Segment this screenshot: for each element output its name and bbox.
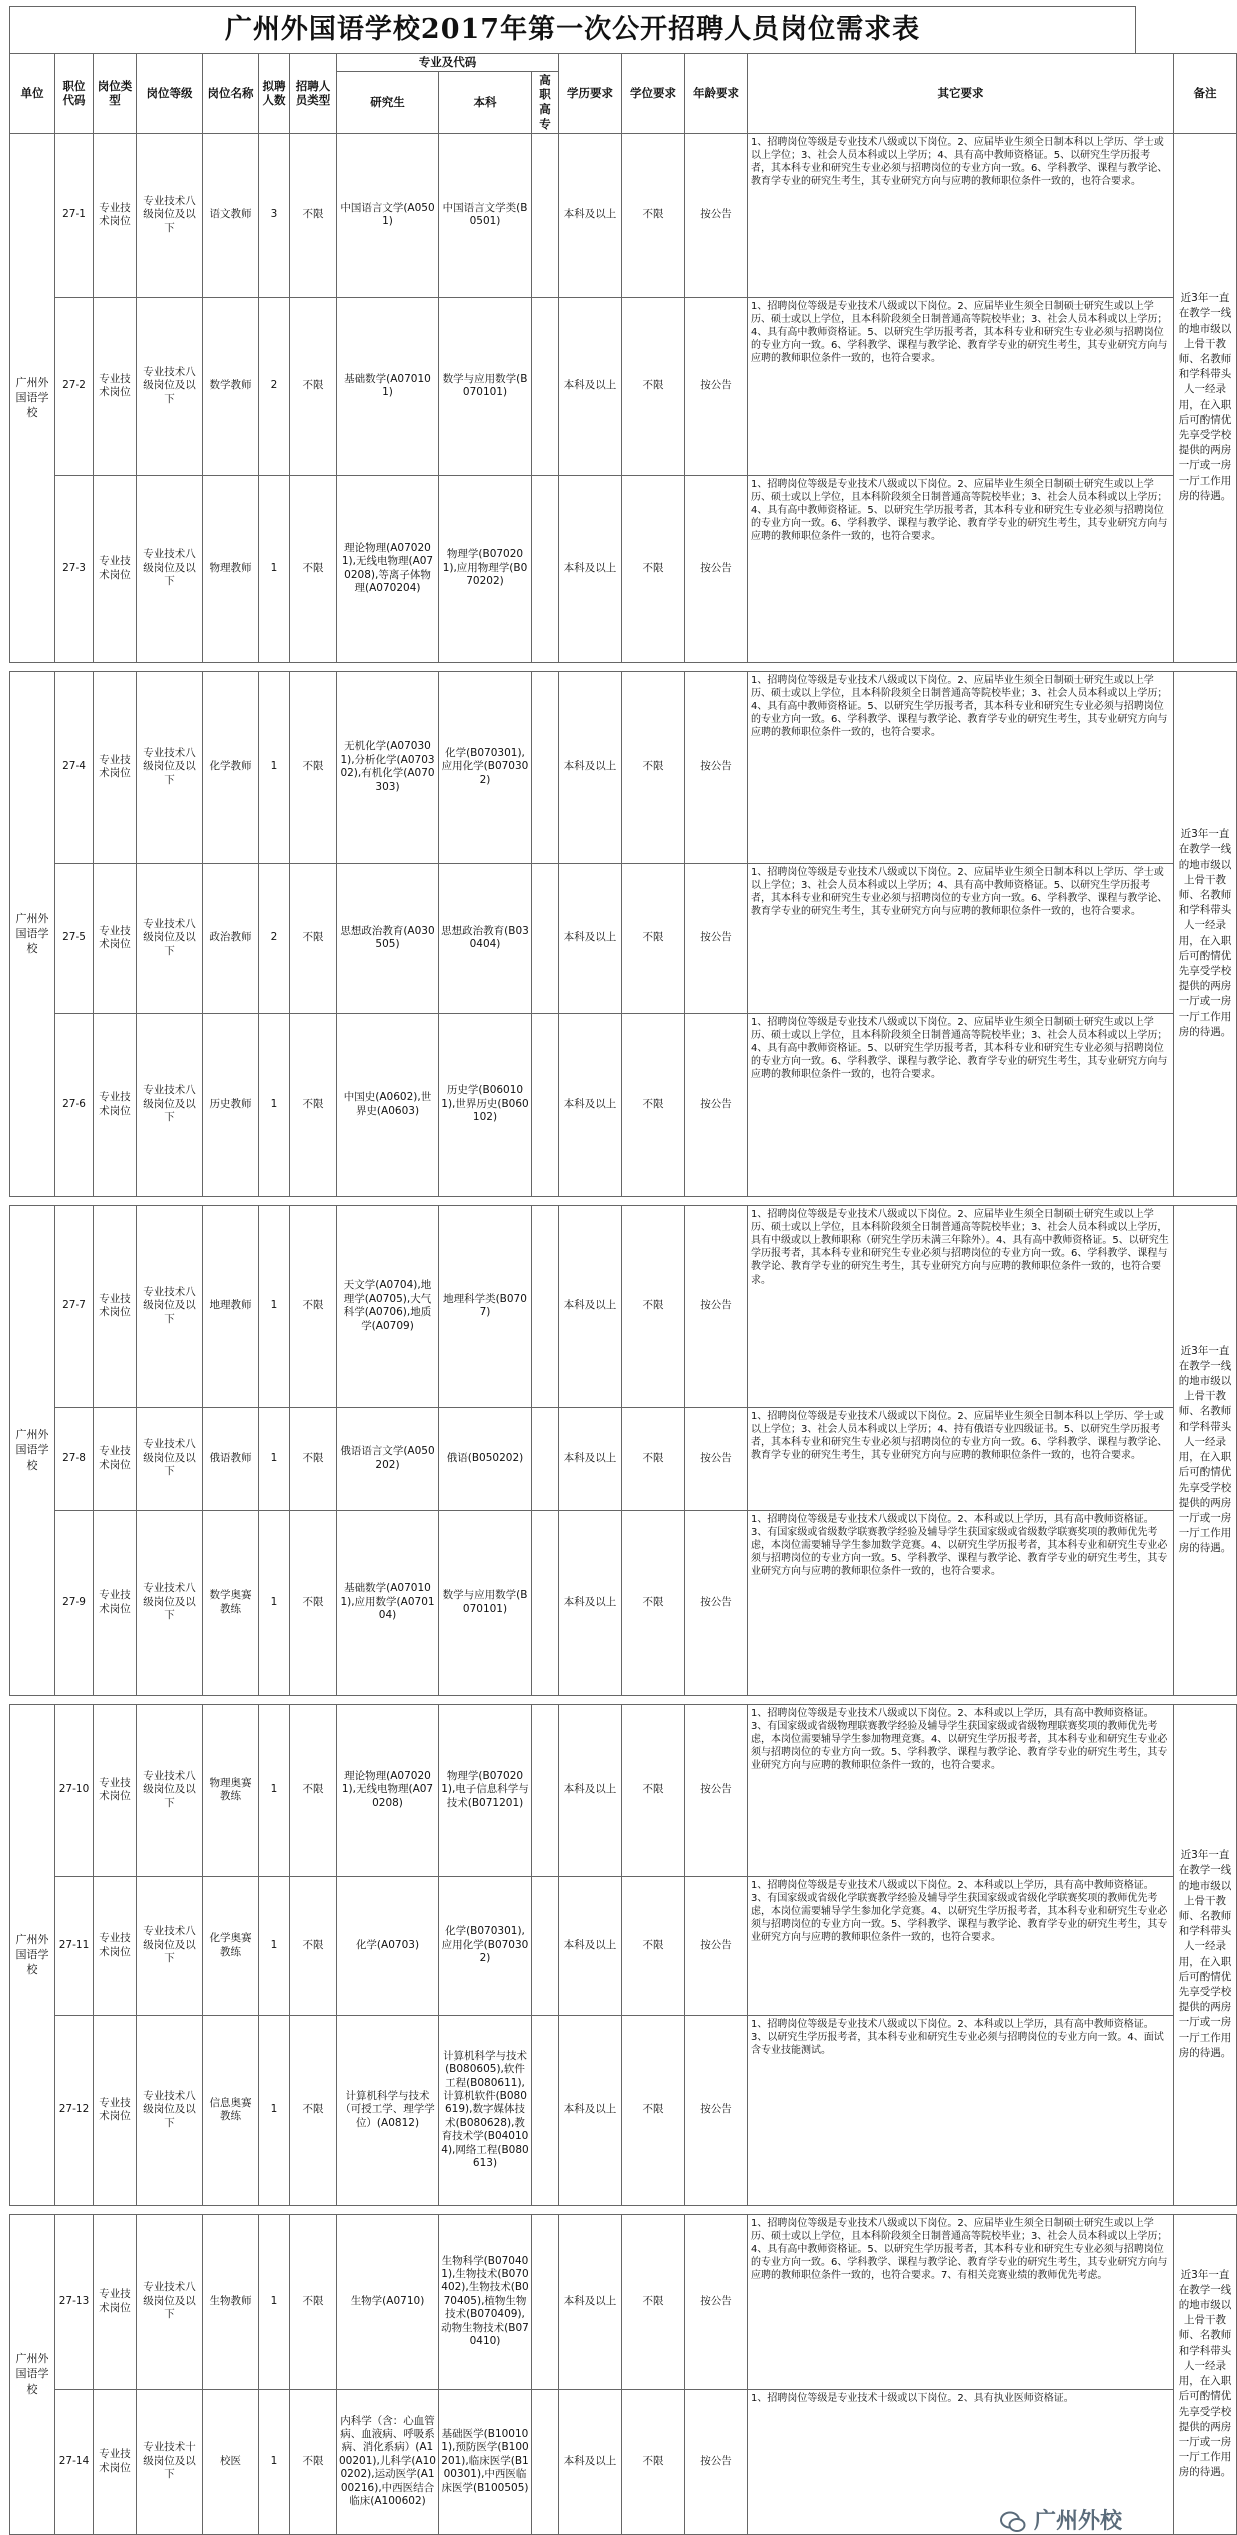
grad-major-cell: 无机化学(A070301),分析化学(A070302),有机化学(A070303) (337, 671, 439, 863)
code-cell: 27-3 (55, 475, 94, 662)
vocational-major-cell (532, 1205, 559, 1407)
wechat-icon (1000, 2511, 1026, 2533)
edu-cell: 本科及以上 (559, 1876, 622, 2015)
post-type-cell: 专业技术岗位 (94, 475, 137, 662)
requirements-cell: 1、招聘岗位等级是专业技术十级或以下岗位。2、具有执业医师资格证。 (748, 2389, 1174, 2534)
page (9, 6, 1232, 2535)
vocational-major-cell (532, 2015, 559, 2205)
table-row (10, 297, 1237, 475)
vocational-major-cell (532, 475, 559, 662)
post-level-cell: 专业技术十级岗位及以下 (137, 2389, 203, 2534)
unit-cell: 广州外国语学校 (10, 1704, 55, 2205)
requirements-table (9, 53, 1237, 2535)
requirements-cell: 1、招聘岗位等级是专业技术八级或以下岗位。2、应届毕业生须全日制硕士研究生或以上学历、硕士或以上学位，且本科阶段须全日制普通高等院校毕业；3、社会人员本科或以上学历；4、具有高中教师资格证。5、以研究生学历报考者，其本科专业和研究生专业必须与招聘岗位的专业方向一致。6、学科教学、课程与教学论、教育学专业的研究生考生，其专业研究方向与应聘的教师职位条件一致的，也符合要求。7、有相关竞赛业绩的教师优先考虑。 (748, 2214, 1174, 2389)
table-row (10, 1407, 1237, 1510)
count-cell: 1 (259, 2214, 290, 2389)
undergrad-major-cell: 计算机科学与技术(B080605),软件工程(B080611),计算机软件(B080619),数字媒体技术(B080628),教育技术学(B040104),网络工程(B080613) (439, 2015, 532, 2205)
unit-cell: 广州外国语学校 (10, 1205, 55, 1695)
group-gap (10, 2205, 1237, 2214)
staff-type-cell: 不限 (290, 1510, 337, 1695)
grad-major-cell: 内科学（含：心血管病、血液病、呼吸系病、消化系病）(A100201),儿科学(A100202),运动医学(A100216),中西医结合临床(A100602) (337, 2389, 439, 2534)
age-cell: 按公告 (685, 1013, 748, 1196)
table-row (10, 2214, 1237, 2389)
header-degree: 学位要求 (622, 54, 685, 134)
grad-major-cell: 中国语言文学(A0501) (337, 133, 439, 297)
age-cell: 按公告 (685, 2389, 748, 2534)
grad-major-cell: 计算机科学与技术（可授工学、理学学位）(A0812) (337, 2015, 439, 2205)
unit-cell: 广州外国语学校 (10, 2214, 55, 2534)
staff-type-cell: 不限 (290, 1876, 337, 2015)
grad-major-cell: 天文学(A0704),地理学(A0705),大气科学(A0706),地质学(A0709) (337, 1205, 439, 1407)
staff-type-cell: 不限 (290, 2214, 337, 2389)
header-count: 拟聘人数 (259, 54, 290, 134)
post-type-cell: 专业技术岗位 (94, 2389, 137, 2534)
edu-cell: 本科及以上 (559, 297, 622, 475)
staff-type-cell: 不限 (290, 1407, 337, 1510)
requirements-cell: 1、招聘岗位等级是专业技术八级或以下岗位。2、应届毕业生须全日制硕士研究生或以上学历、硕士或以上学位，且本科阶段须全日制普通高等院校毕业；3、社会人员本科或以上学历；4、具有高中教师资格证。5、以研究生学历报考者，其本科专业和研究生专业必须与招聘岗位的专业方向一致。6、学科教学、课程与教学论、教育学专业的研究生考生，其专业研究方向与应聘的教师职位条件一致的，也符合要求。 (748, 475, 1174, 662)
group-gap-cell (10, 662, 1237, 671)
age-cell: 按公告 (685, 863, 748, 1013)
undergrad-major-cell: 基础医学(B100101),预防医学(B100201),临床医学(B100301),中西医临床医学(B100505) (439, 2389, 532, 2534)
count-cell: 1 (259, 1876, 290, 2015)
undergrad-major-cell: 化学(B070301),应用化学(B070302) (439, 671, 532, 863)
post-name-cell: 数学奥赛教练 (203, 1510, 259, 1695)
undergrad-major-cell: 物理学(B070201),应用物理学(B070202) (439, 475, 532, 662)
header-post-name: 岗位名称 (203, 54, 259, 134)
edu-cell: 本科及以上 (559, 1704, 622, 1876)
count-cell: 2 (259, 863, 290, 1013)
count-cell: 1 (259, 1510, 290, 1695)
count-cell: 2 (259, 297, 290, 475)
vocational-major-cell (532, 1407, 559, 1510)
post-name-cell: 俄语教师 (203, 1407, 259, 1510)
note-cell: 近3年一直在教学一线的地市级以上骨干教师、名教师和学科带头人一经录用，在入职后可酌情优先享受学校提供的两房一厅或一房一厅工作用房的待遇。 (1174, 2214, 1237, 2534)
grad-major-cell: 基础数学(A070101) (337, 297, 439, 475)
vocational-major-cell (532, 671, 559, 863)
vocational-major-cell (532, 1876, 559, 2015)
edu-cell: 本科及以上 (559, 133, 622, 297)
code-cell: 27-7 (55, 1205, 94, 1407)
staff-type-cell: 不限 (290, 2389, 337, 2534)
post-name-cell: 物理教师 (203, 475, 259, 662)
post-name-cell: 物理奥赛教练 (203, 1704, 259, 1876)
header-undergrad: 本科 (439, 71, 532, 133)
header-staff-type: 招聘人员类型 (290, 54, 337, 134)
degree-cell: 不限 (622, 671, 685, 863)
post-name-cell: 化学奥赛教练 (203, 1876, 259, 2015)
header-other: 其它要求 (748, 54, 1174, 134)
table-row (10, 1205, 1237, 1407)
count-cell: 3 (259, 133, 290, 297)
edu-cell: 本科及以上 (559, 475, 622, 662)
post-level-cell: 专业技术八级岗位及以下 (137, 863, 203, 1013)
requirements-cell: 1、招聘岗位等级是专业技术八级或以下岗位。2、应届毕业生须全日制硕士研究生或以上学历、硕士或以上学位，且本科阶段须全日制普通高等院校毕业；3、社会人员本科或以上学历；4、具有高中教师资格证。5、以研究生学历报考者，其本科专业和研究生专业必须与招聘岗位的专业方向一致。6、学科教学、课程与教学论、教育学专业的研究生考生，其专业研究方向与应聘的教师职位条件一致的，也符合要求。 (748, 297, 1174, 475)
post-level-cell: 专业技术八级岗位及以下 (137, 2015, 203, 2205)
vocational-major-cell (532, 297, 559, 475)
degree-cell: 不限 (622, 863, 685, 1013)
grad-major-cell: 俄语语言文学(A050202) (337, 1407, 439, 1510)
undergrad-major-cell: 俄语(B050202) (439, 1407, 532, 1510)
edu-cell: 本科及以上 (559, 1205, 622, 1407)
post-name-cell: 历史教师 (203, 1013, 259, 1196)
edu-cell: 本科及以上 (559, 1510, 622, 1695)
grad-major-cell: 生物学(A0710) (337, 2214, 439, 2389)
staff-type-cell: 不限 (290, 1013, 337, 1196)
post-level-cell: 专业技术八级岗位及以下 (137, 475, 203, 662)
edu-cell: 本科及以上 (559, 2389, 622, 2534)
table-row (10, 475, 1237, 662)
post-type-cell: 专业技术岗位 (94, 133, 137, 297)
post-name-cell: 生物教师 (203, 2214, 259, 2389)
undergrad-major-cell: 数学与应用数学(B070101) (439, 297, 532, 475)
degree-cell: 不限 (622, 1704, 685, 1876)
requirements-cell: 1、招聘岗位等级是专业技术八级或以下岗位。2、应届毕业生须全日制本科以上学历、学士或以上学位；3、社会人员本科或以上学历；4、持有俄语专业四级证书。5、以研究生学历报考者，其本科专业和研究生专业必须与招聘岗位的专业方向一致。6、学科教学、课程与教学论、教育学专业的研究生考生，其专业研究方向与应聘的教师职位条件一致的，也符合要求。 (748, 1407, 1174, 1510)
undergrad-major-cell: 物理学(B070201),电子信息科学与技术(B071201) (439, 1704, 532, 1876)
age-cell: 按公告 (685, 475, 748, 662)
table-row (10, 671, 1237, 863)
post-type-cell: 专业技术岗位 (94, 671, 137, 863)
code-cell: 27-2 (55, 297, 94, 475)
post-type-cell: 专业技术岗位 (94, 1407, 137, 1510)
count-cell: 1 (259, 671, 290, 863)
age-cell: 按公告 (685, 1205, 748, 1407)
group-gap (10, 1196, 1237, 1205)
age-cell: 按公告 (685, 2214, 748, 2389)
edu-cell: 本科及以上 (559, 671, 622, 863)
age-cell: 按公告 (685, 671, 748, 863)
grad-major-cell: 化学(A0703) (337, 1876, 439, 2015)
degree-cell: 不限 (622, 1510, 685, 1695)
unit-cell: 广州外国语学校 (10, 133, 55, 662)
staff-type-cell: 不限 (290, 671, 337, 863)
undergrad-major-cell: 中国语言文学类(B0501) (439, 133, 532, 297)
note-cell: 近3年一直在教学一线的地市级以上骨干教师、名教师和学科带头人一经录用，在入职后可酌情优先享受学校提供的两房一厅或一房一厅工作用房的待遇。 (1174, 671, 1237, 1196)
post-type-cell: 专业技术岗位 (94, 297, 137, 475)
vocational-major-cell (532, 1704, 559, 1876)
degree-cell: 不限 (622, 2214, 685, 2389)
edu-cell: 本科及以上 (559, 1013, 622, 1196)
post-type-cell: 专业技术岗位 (94, 863, 137, 1013)
undergrad-major-cell: 数学与应用数学(B070101) (439, 1510, 532, 1695)
group-gap-cell (10, 1695, 1237, 1704)
staff-type-cell: 不限 (290, 2015, 337, 2205)
requirements-cell: 1、招聘岗位等级是专业技术八级或以下岗位。2、本科或以上学历，具有高中教师资格证。3、有国家级或省级化学联赛教学经验及辅导学生获国家级或省级化学联赛奖项的教师优先考虑，本岗位需要辅导学生参加化学竞赛。4、以研究生学历报考者，其本科专业和研究生专业必须与招聘岗位的专业方向一致。5、学科教学、课程与教学论、教育学专业的研究生考生，其专业研究方向与应聘的教师职位条件一致的，也符合要求。 (748, 1876, 1174, 2015)
vocational-major-cell (532, 2389, 559, 2534)
vocational-major-cell (532, 863, 559, 1013)
grad-major-cell: 基础数学(A070101),应用数学(A070104) (337, 1510, 439, 1695)
page-title: 广州外国语学校2017年第一次公开招聘人员岗位需求表 (9, 6, 1136, 53)
post-level-cell: 专业技术八级岗位及以下 (137, 1407, 203, 1510)
vocational-major-cell (532, 1013, 559, 1196)
undergrad-major-cell: 思想政治教育(B030404) (439, 863, 532, 1013)
code-cell: 27-1 (55, 133, 94, 297)
post-level-cell: 专业技术八级岗位及以下 (137, 1510, 203, 1695)
count-cell: 1 (259, 1407, 290, 1510)
count-cell: 1 (259, 475, 290, 662)
post-type-cell: 专业技术岗位 (94, 1876, 137, 2015)
group-gap (10, 662, 1237, 671)
age-cell: 按公告 (685, 1704, 748, 1876)
undergrad-major-cell: 地理科学类(B0707) (439, 1205, 532, 1407)
count-cell: 1 (259, 1013, 290, 1196)
table-row (10, 1013, 1237, 1196)
post-level-cell: 专业技术八级岗位及以下 (137, 1013, 203, 1196)
post-name-cell: 数学教师 (203, 297, 259, 475)
table-row (10, 133, 1237, 297)
age-cell: 按公告 (685, 133, 748, 297)
staff-type-cell: 不限 (290, 133, 337, 297)
table-row (10, 1876, 1237, 2015)
post-level-cell: 专业技术八级岗位及以下 (137, 2214, 203, 2389)
undergrad-major-cell: 化学(B070301),应用化学(B070302) (439, 1876, 532, 2015)
code-cell: 27-10 (55, 1704, 94, 1876)
header-post-type: 岗位类型 (94, 54, 137, 134)
requirements-cell: 1、招聘岗位等级是专业技术八级或以下岗位。2、应届毕业生须全日制硕士研究生或以上学历、硕士或以上学位，且本科阶段须全日制普通高等院校毕业；3、社会人员本科或以上学历；4、具有高中教师资格证。5、以研究生学历报考者，其本科专业和研究生专业必须与招聘岗位的专业方向一致。6、学科教学、课程与教学论、教育学专业的研究生考生，其专业研究方向与应聘的教师职位条件一致的，也符合要求。 (748, 1013, 1174, 1196)
post-level-cell: 专业技术八级岗位及以下 (137, 297, 203, 475)
vocational-major-cell (532, 2214, 559, 2389)
post-name-cell: 信息奥赛教练 (203, 2015, 259, 2205)
post-type-cell: 专业技术岗位 (94, 1510, 137, 1695)
header-edu: 学历要求 (559, 54, 622, 134)
degree-cell: 不限 (622, 133, 685, 297)
degree-cell: 不限 (622, 1876, 685, 2015)
post-name-cell: 化学教师 (203, 671, 259, 863)
watermark (1000, 2504, 1122, 2535)
edu-cell: 本科及以上 (559, 863, 622, 1013)
edu-cell: 本科及以上 (559, 1407, 622, 1510)
table-row (10, 863, 1237, 1013)
code-cell: 27-5 (55, 863, 94, 1013)
post-type-cell: 专业技术岗位 (94, 2214, 137, 2389)
header-unit: 单位 (10, 54, 55, 134)
watermark-text: 广州外校 (1033, 2508, 1122, 2534)
unit-cell: 广州外国语学校 (10, 671, 55, 1196)
code-cell: 27-8 (55, 1407, 94, 1510)
degree-cell: 不限 (622, 475, 685, 662)
post-type-cell: 专业技术岗位 (94, 2015, 137, 2205)
staff-type-cell: 不限 (290, 1704, 337, 1876)
table-row (10, 2015, 1237, 2205)
header-code: 职位代码 (55, 54, 94, 134)
post-name-cell: 语文教师 (203, 133, 259, 297)
count-cell: 1 (259, 2015, 290, 2205)
table-row (10, 1510, 1237, 1695)
post-level-cell: 专业技术八级岗位及以下 (137, 1704, 203, 1876)
staff-type-cell: 不限 (290, 863, 337, 1013)
requirements-cell: 1、招聘岗位等级是专业技术八级或以下岗位。2、应届毕业生须全日制硕士研究生或以上学历、硕士或以上学位，且本科阶段须全日制普通高等院校毕业；3、社会人员本科或以上学历，具有中级或以上教师职称（研究生学历未满三年除外）。4、具有高中教师资格证。5、以研究生学历报考者，其本科专业和研究生专业必须与招聘岗位的专业方向一致。6、学科教学、课程与教学论、教育学专业的研究生考生，其专业研究方向与应聘的教师职位条件一致的，也符合要求。 (748, 1205, 1174, 1407)
requirements-cell: 1、招聘岗位等级是专业技术八级或以下岗位。2、本科或以上学历，具有高中教师资格证。3、有国家级或省级数学联赛教学经验及辅导学生获国家级或省级数学联赛奖项的教师优先考虑，本岗位需要辅导学生参加数学竞赛。4、以研究生学历报考者，其本科专业和研究生专业必须与招聘岗位的专业方向一致。5、学科教学、课程与教学论、教育学专业的研究生考生，其专业研究方向与应聘的教师职位条件一致的，也符合要求。 (748, 1510, 1174, 1695)
group-gap (10, 1695, 1237, 1704)
grad-major-cell: 中国史(A0602),世界史(A0603) (337, 1013, 439, 1196)
degree-cell: 不限 (622, 1013, 685, 1196)
vocational-major-cell (532, 1510, 559, 1695)
post-level-cell: 专业技术八级岗位及以下 (137, 133, 203, 297)
table-body (10, 133, 1237, 2534)
post-name-cell: 地理教师 (203, 1205, 259, 1407)
table-row (10, 1704, 1237, 1876)
vocational-major-cell (532, 133, 559, 297)
degree-cell: 不限 (622, 2015, 685, 2205)
grad-major-cell: 理论物理(A070201),无线电物理(A070208),等离子体物理(A070204) (337, 475, 439, 662)
code-cell: 27-14 (55, 2389, 94, 2534)
degree-cell: 不限 (622, 2389, 685, 2534)
post-type-cell: 专业技术岗位 (94, 1704, 137, 1876)
post-level-cell: 专业技术八级岗位及以下 (137, 1876, 203, 2015)
header-post-level: 岗位等级 (137, 54, 203, 134)
grad-major-cell: 思想政治教育(A030505) (337, 863, 439, 1013)
age-cell: 按公告 (685, 1407, 748, 1510)
undergrad-major-cell: 生物科学(B070401),生物技术(B070402),生物技术(B070405),植物生物技术(B070409),动物生物技术(B070410) (439, 2214, 532, 2389)
degree-cell: 不限 (622, 297, 685, 475)
header-note: 备注 (1174, 54, 1237, 134)
age-cell: 按公告 (685, 297, 748, 475)
group-gap-cell (10, 2205, 1237, 2214)
undergrad-major-cell: 历史学(B060101),世界历史(B060102) (439, 1013, 532, 1196)
code-cell: 27-12 (55, 2015, 94, 2205)
age-cell: 按公告 (685, 2015, 748, 2205)
group-gap-cell (10, 1196, 1237, 1205)
degree-cell: 不限 (622, 1205, 685, 1407)
staff-type-cell: 不限 (290, 1205, 337, 1407)
post-level-cell: 专业技术八级岗位及以下 (137, 1205, 203, 1407)
code-cell: 27-6 (55, 1013, 94, 1196)
post-type-cell: 专业技术岗位 (94, 1205, 137, 1407)
requirements-cell: 1、招聘岗位等级是专业技术八级或以下岗位。2、应届毕业生须全日制本科以上学历、学士或以上学位；3、社会人员本科或以上学历；4、具有高中教师资格证。5、以研究生学历报考者，其本科专业和研究生专业必须与招聘岗位的专业方向一致。6、学科教学、课程与教学论、教育学专业的研究生考生，其专业研究方向与应聘的教师职位条件一致的，也符合要求。 (748, 133, 1174, 297)
note-cell: 近3年一直在教学一线的地市级以上骨干教师、名教师和学科带头人一经录用，在入职后可酌情优先享受学校提供的两房一厅或一房一厅工作用房的待遇。 (1174, 133, 1237, 662)
age-cell: 按公告 (685, 1510, 748, 1695)
post-name-cell: 政治教师 (203, 863, 259, 1013)
post-type-cell: 专业技术岗位 (94, 1013, 137, 1196)
header-major-group: 专业及代码 (337, 54, 559, 72)
requirements-cell: 1、招聘岗位等级是专业技术八级或以下岗位。2、本科或以上学历，具有高中教师资格证。3、有国家级或省级物理联赛教学经验及辅导学生获国家级或省级物理联赛奖项的教师优先考虑，本岗位需要辅导学生参加物理竞赛。4、以研究生学历报考者，其本科专业和研究生专业必须与招聘岗位的专业方向一致。5、学科教学、课程与教学论、教育学专业的研究生考生，其专业研究方向与应聘的教师职位条件一致的，也符合要求。 (748, 1704, 1174, 1876)
age-cell: 按公告 (685, 1876, 748, 2015)
note-cell: 近3年一直在教学一线的地市级以上骨干教师、名教师和学科带头人一经录用，在入职后可酌情优先享受学校提供的两房一厅或一房一厅工作用房的待遇。 (1174, 1205, 1237, 1695)
grad-major-cell: 理论物理(A070201),无线电物理(A070208) (337, 1704, 439, 1876)
edu-cell: 本科及以上 (559, 2214, 622, 2389)
code-cell: 27-4 (55, 671, 94, 863)
degree-cell: 不限 (622, 1407, 685, 1510)
staff-type-cell: 不限 (290, 297, 337, 475)
edu-cell: 本科及以上 (559, 2015, 622, 2205)
header-vocational: 高职高专 (532, 71, 559, 133)
staff-type-cell: 不限 (290, 475, 337, 662)
post-level-cell: 专业技术八级岗位及以下 (137, 671, 203, 863)
code-cell: 27-13 (55, 2214, 94, 2389)
note-cell: 近3年一直在教学一线的地市级以上骨干教师、名教师和学科带头人一经录用，在入职后可酌情优先享受学校提供的两房一厅或一房一厅工作用房的待遇。 (1174, 1704, 1237, 2205)
requirements-cell: 1、招聘岗位等级是专业技术八级或以下岗位。2、应届毕业生须全日制本科以上学历、学士或以上学位；3、社会人员本科或以上学历；4、具有高中教师资格证。5、以研究生学历报考者，其本科专业和研究生专业必须与招聘岗位的专业方向一致。6、学科教学、课程与教学论、教育学专业的研究生考生，其专业研究方向与应聘的教师职位条件一致的，也符合要求。 (748, 863, 1174, 1013)
code-cell: 27-9 (55, 1510, 94, 1695)
requirements-cell: 1、招聘岗位等级是专业技术八级或以下岗位。2、本科或以上学历，具有高中教师资格证。3、以研究生学历报考者，其本科专业和研究生专业必须与招聘岗位的专业方向一致。4、面试含专业技能测试。 (748, 2015, 1174, 2205)
post-name-cell: 校医 (203, 2389, 259, 2534)
count-cell: 1 (259, 1205, 290, 1407)
header-age: 年龄要求 (685, 54, 748, 134)
count-cell: 1 (259, 2389, 290, 2534)
header-grad: 研究生 (337, 71, 439, 133)
code-cell: 27-11 (55, 1876, 94, 2015)
requirements-cell: 1、招聘岗位等级是专业技术八级或以下岗位。2、应届毕业生须全日制硕士研究生或以上学历、硕士或以上学位，且本科阶段须全日制普通高等院校毕业；3、社会人员本科或以上学历；4、具有高中教师资格证。5、以研究生学历报考者，其本科专业和研究生专业必须与招聘岗位的专业方向一致。6、学科教学、课程与教学论、教育学专业的研究生考生，其专业研究方向与应聘的教师职位条件一致的，也符合要求。 (748, 671, 1174, 863)
count-cell: 1 (259, 1704, 290, 1876)
